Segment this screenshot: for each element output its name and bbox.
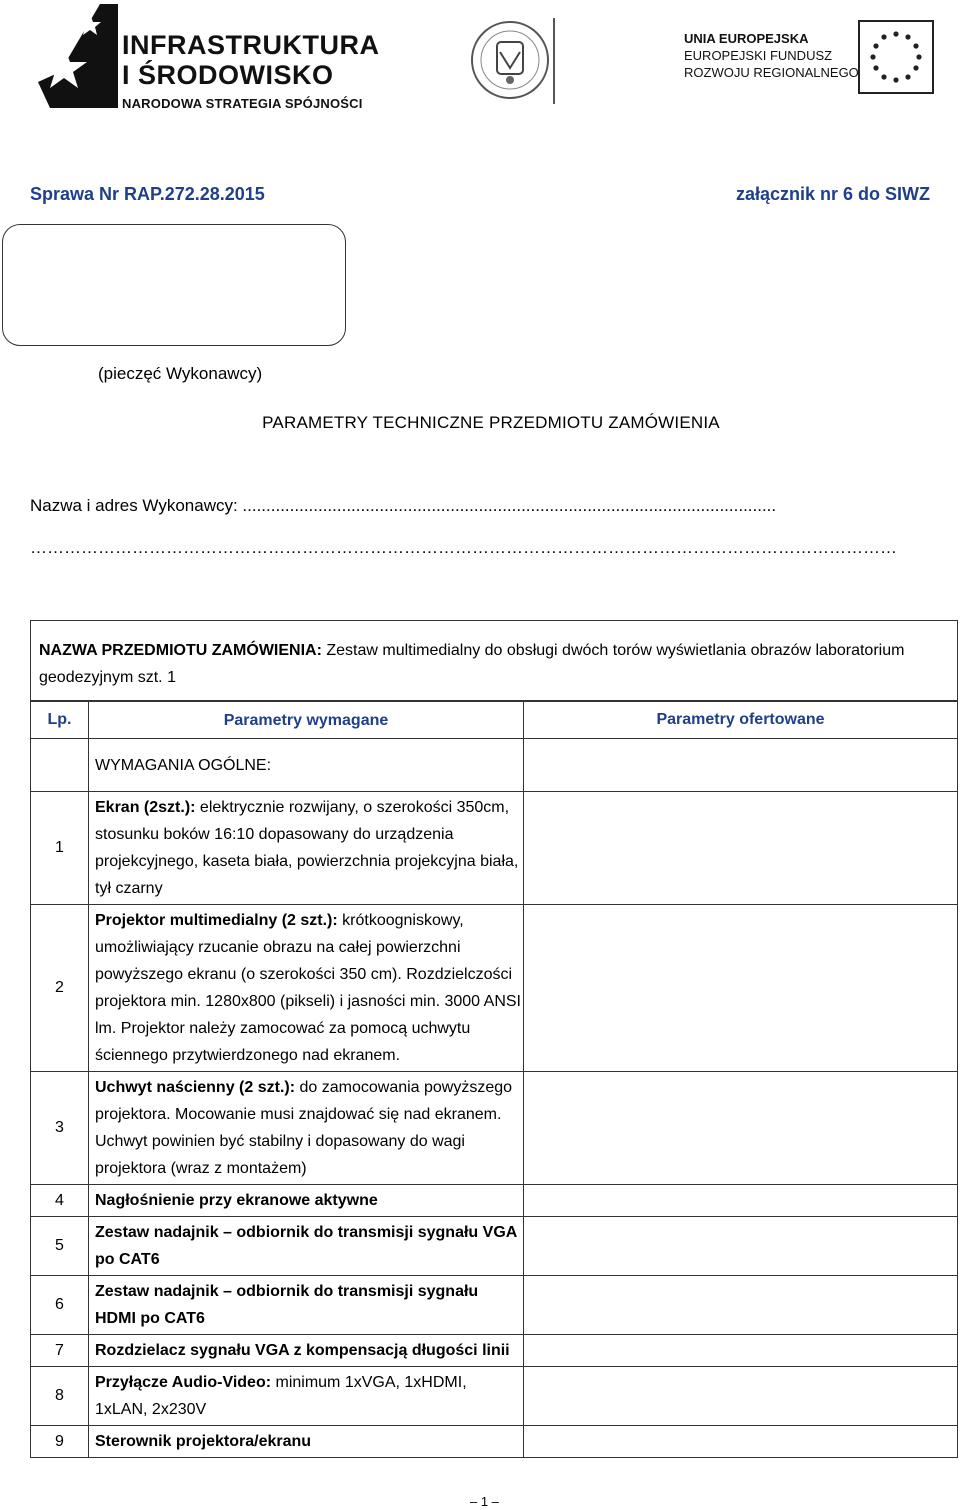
header-lp: Lp.: [31, 702, 89, 739]
order-object-label: NAZWA PRZEDMIOTU ZAMÓWIENIA:: [39, 642, 322, 659]
page-number: – 1 –: [470, 1494, 499, 1509]
row-title: Rozdzielacz sygnału VGA z kompensacją długości linii: [95, 1342, 510, 1359]
table-header-row: [31, 702, 957, 739]
order-object-qty: szt. 1: [133, 669, 176, 686]
table-row: [31, 1335, 957, 1367]
offered-cell[interactable]: [524, 1367, 958, 1426]
row-text: minimum 1xVGA, 1xHDMI, 1xLAN, 2x230V: [95, 1374, 467, 1418]
logo-infrastruktura: [30, 2, 380, 112]
row-lp: 1: [31, 792, 89, 905]
row-requirement: [89, 1367, 524, 1426]
logo-eu: [680, 18, 960, 98]
logo-line-2: I ŚRODOWISKO: [122, 60, 334, 90]
contractor-name-field[interactable]: Nazwa i adres Wykonawcy: .................................................................................................................: [30, 496, 777, 515]
eu-line-1: UNIA EUROPEJSKA: [684, 31, 809, 46]
contractor-address-field[interactable]: ………………………………………………………………………………………………………………………………………: [30, 538, 897, 557]
table-row: [31, 1217, 957, 1276]
offered-cell[interactable]: [524, 1185, 958, 1217]
general-requirements-label: WYMAGANIA OGÓLNE:: [89, 739, 524, 792]
infrastruktura-star-icon: [30, 2, 120, 110]
table-row: [31, 1185, 957, 1217]
eu-line-2: EUROPEJSKI FUNDUSZ: [684, 48, 833, 63]
table-row: [31, 905, 957, 1072]
row-lp: 2: [31, 905, 89, 1072]
row-requirement: [89, 1335, 524, 1367]
offered-cell[interactable]: [524, 739, 958, 792]
offered-cell[interactable]: [524, 1072, 958, 1185]
row-requirement: [89, 792, 524, 905]
row-requirement: [89, 1426, 524, 1458]
params-table: [31, 701, 957, 1457]
logo-line-1: INFRASTRUKTURA: [122, 30, 380, 60]
row-title: Projektor multimedialny (2 szt.):: [95, 912, 338, 929]
row-title: Sterownik projektora/ekranu: [95, 1433, 312, 1450]
row-title: Uchwyt naścienny (2 szt.):: [95, 1079, 296, 1096]
row-requirement: [89, 1185, 524, 1217]
row-lp: 6: [31, 1276, 89, 1335]
order-object-text: Zestaw multimedialny do obsługi dwóch torów wyświetlania obrazów laboratorium geodezyjnym: [39, 642, 905, 686]
stamp-caption: (pieczęć Wykonawcy): [98, 364, 263, 383]
offered-cell[interactable]: [524, 1335, 958, 1367]
logo-line-3: NARODOWA STRATEGIA SPÓJNOŚCI: [122, 96, 363, 111]
case-number: Sprawa Nr RAP.272.28.2015: [30, 184, 265, 204]
order-object: [31, 621, 957, 701]
row-lp: 5: [31, 1217, 89, 1276]
eu-line-3: ROZWOJU REGIONALNEGO: [684, 65, 859, 80]
row-title: Zestaw nadajnik – odbiornik do transmisji sygnału VGA po CAT6: [95, 1224, 517, 1268]
row-title: Przyłącze Audio-Video:: [95, 1374, 272, 1391]
contractor-stamp-box: [2, 224, 346, 346]
header-offered: Parametry ofertowane: [524, 702, 958, 739]
table-row: [31, 792, 957, 905]
row-text: krótkoogniskowy, umożliwiający rzucanie obrazu na całej powierzchni powyższego ekranu (o szerokości 350 cm). Rozdzielczości projektora min. 1280x800 (pikseli) i jasności min. 3000 ANSI lm. Projektor należy zamocować za pomocą uchwytu ściennego przytwierdzonego nad ekranem.: [95, 912, 521, 1064]
row-lp: 8: [31, 1367, 89, 1426]
row-requirement: [89, 1276, 524, 1335]
table-row: [31, 1276, 957, 1335]
table-row: [31, 1426, 957, 1458]
table-row: [31, 1367, 957, 1426]
offered-cell[interactable]: [524, 905, 958, 1072]
row-text: do zamocowania powyższego projektora. Mocowanie musi znajdować się nad ekranem. Uchwyt powinien być stabilny i dopasowany do wagi projektora (wraz z montażem): [95, 1079, 513, 1177]
row-lp: 7: [31, 1335, 89, 1367]
table-row: [31, 1072, 957, 1185]
row-lp: 3: [31, 1072, 89, 1185]
offered-cell[interactable]: [524, 1276, 958, 1335]
row-title: Ekran (2szt.):: [95, 799, 196, 816]
row-lp: 9: [31, 1426, 89, 1458]
logo-university: [470, 12, 558, 106]
row-lp: 4: [31, 1185, 89, 1217]
row-title: Nagłośnienie przy ekranowe aktywne: [95, 1192, 378, 1209]
university-seal-icon: [470, 12, 558, 106]
row-text: elektrycznie rozwijany, o szerokości 350cm, stosunku boków 16:10 dopasowany do urządzenia projekcyjnego, kaseta biała, powierzchnia projekcyjna biała, tył czarny: [95, 799, 519, 897]
attachment-number: załącznik nr 6 do SIWZ: [735, 184, 930, 204]
parameters-table: [30, 620, 958, 1458]
offered-cell[interactable]: [524, 1217, 958, 1276]
row-requirement: [89, 1217, 524, 1276]
general-row: [31, 739, 957, 792]
header-required: Parametry wymagane: [89, 702, 524, 739]
row-requirement: [89, 905, 524, 1072]
row-title: Zestaw nadajnik – odbiornik do transmisji sygnału HDMI po CAT6: [95, 1283, 479, 1327]
document-title: PARAMETRY TECHNICZNE PRZEDMIOTU ZAMÓWIENIA: [262, 413, 720, 432]
eu-stars-icon: [858, 20, 934, 94]
offered-cell[interactable]: [524, 792, 958, 905]
row-requirement: [89, 1072, 524, 1185]
offered-cell[interactable]: [524, 1426, 958, 1458]
